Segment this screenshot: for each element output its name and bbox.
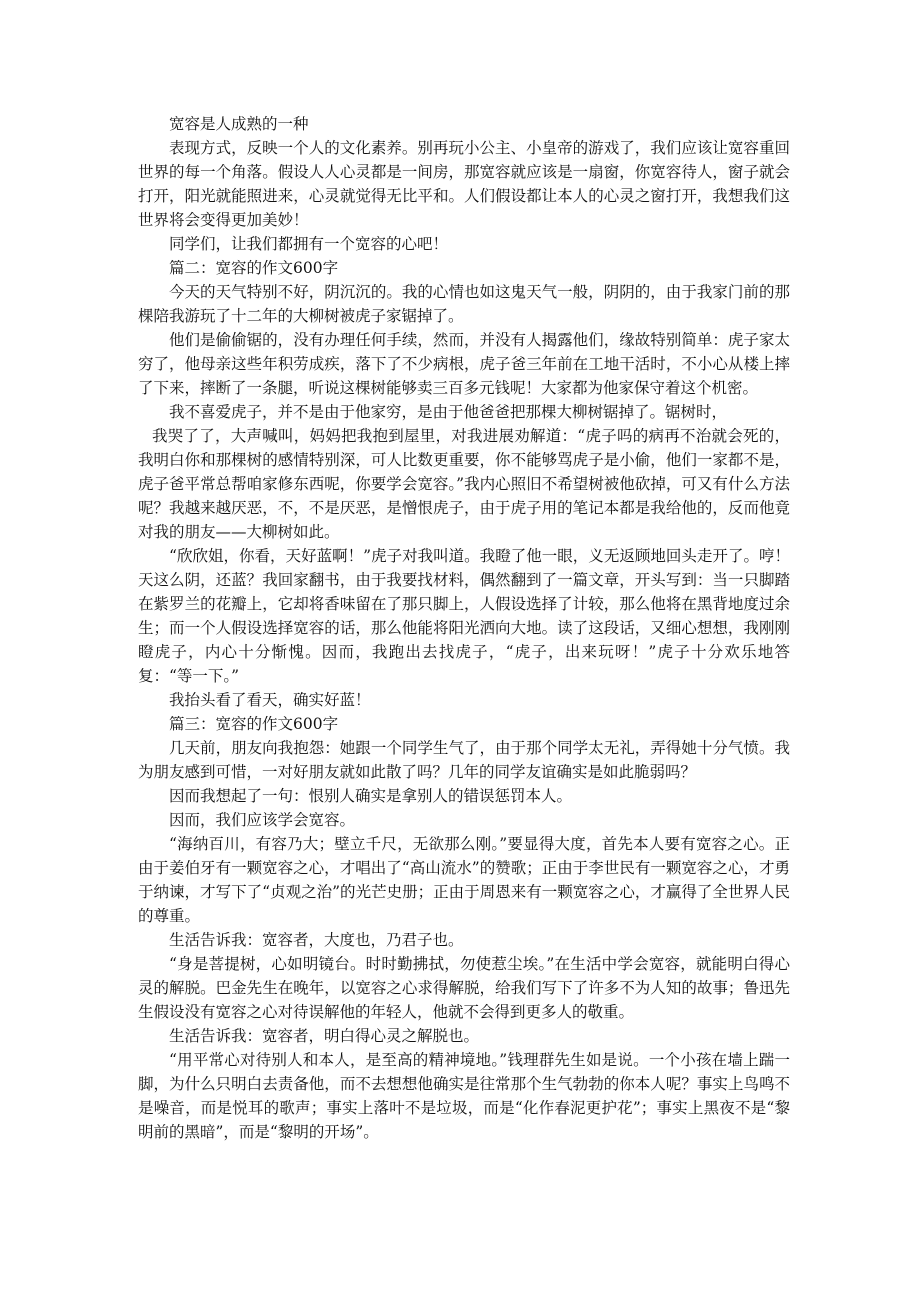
paragraph-text: 他们是偷偷锯的，没有办理任何手续，然而，并没有人揭露他们，缘故特别简单：虎子家太穷了，他母亲这些年积劳成疾，落下了不少病根，虎子爸三年前在工地干活时，不小心从楼上摔了下来，摔断了一条腿，听说这棵树能够卖三百多元钱呢！大家都为他家保守着这个机密。: [138, 331, 790, 397]
paragraph-text: “身是菩提树，心如明镜台。时时勤拂拭，勿使惹尘埃。”在生活中学会宽容，就能明白得心灵的解脱。巴金先生在晚年，以宽容之心求得解脱，给我们写下了许多不为人知的故事；鲁迅先生假设没有宽容之心对待误解他的年轻人，他就不会得到更多人的敬重。: [138, 955, 790, 1021]
paragraph-text: 生活告诉我：宽容者，明白得心灵之解脱也。: [169, 1027, 480, 1045]
section-heading-3: 篇三：宽容的作文600字: [169, 715, 339, 733]
paragraph-text: 表现方式，反映一个人的文化素养。别再玩小公主、小皇帝的游戏了，我们应该让宽容重回世界的每一个角落。假设人人心灵都是一间房，那宽容就应该是一扇窗，你宽容待人，窗子就会打开，阳光就能照进来，心灵就觉得无比平和。人们假设都让本人的心灵之窗打开，我想我们这世界将会变得更加美妙！: [138, 139, 790, 229]
paragraph-text: 同学们，让我们都拥有一个宽容的心吧！: [169, 235, 449, 253]
paragraph-text: “欣欣姐，你看，天好蓝啊！”虎子对我叫道。我瞪了他一眼，义无返顾地回头走开了。哼！天这么阴，还蓝？我回家翻书，由于我要找材料，偶然翻到了一篇文章，开头写到：当一只脚踏在紫罗兰的花瓣上，它却将香味留在了那只脚上，人假设选择了计较，那么他将在黑背地度过余生；而一个人假设选择宽容的话，那么他能将阳光洒向大地。读了这段话，又细心想想，我刚刚瞪虎子，内心十分惭愧。因而，我跑出去找虎子，“虎子，出来玩呀！”虎子十分欢乐地答复：“等一下。”: [138, 547, 790, 685]
paragraph-text: 我不喜爱虎子，并不是由于他家穷，是由于他爸爸把那棵大柳树锯掉了。锯树时，: [169, 403, 728, 421]
paragraph-text: 今天的天气特别不好，阴沉沉的。我的心情也如这鬼天气一般，阴阴的，由于我家门前的那棵陪我游玩了十二年的大柳树被虎子家锯掉了。: [138, 283, 790, 325]
paragraph-text: “海纳百川，有容乃大；壁立千尺，无欲那么刚。”要显得大度，首先本人要有宽容之心。正由于姜伯牙有一颗宽容之心，才唱出了“高山流水”的赞歌；正由于李世民有一颗宽容之心，才勇于纳谏，才写下了“贞观之治”的光芒史册；正由于周恩来有一颗宽容之心，才赢得了全世界人民的尊重。: [138, 835, 790, 925]
paragraph-text: “用平常心对待别人和本人，是至高的精神境地。”钱理群先生如是说。一个小孩在墙上踹一脚，为什么只明白去责备他，而不去想想他确实是往常那个生气勃勃的你本人呢？事实上鸟鸣不是噪音，而是悦耳的歌声；事实上落叶不是垃圾，而是“化作春泥更护花”；事实上黑夜不是“黎明前的黑暗”，而是“黎明的开场”。: [138, 1051, 790, 1141]
section-heading-2: 篇二：宽容的作文600字: [169, 259, 339, 277]
paragraph-title-fragment: 宽容是人成熟的一种: [169, 115, 309, 133]
paragraph-text: 因而我想起了一句：恨别人确实是拿别人的错误惩罚本人。: [169, 787, 573, 805]
document-page: [138, 112, 790, 1144]
paragraph-text: 我抬头看了看天，确实好蓝！: [169, 691, 371, 709]
paragraph-text: 我哭了了，大声喊叫，妈妈把我抱到屋里，对我进展劝解道：“虎子吗的病再不治就会死的，我明白你和那棵树的感情特别深，可人比数更重要，你不能够骂虎子是小偷，他们一家都不是，虎子爸平常总帮咱家修东西呢，你要学会宽容。”我内心照旧不希望树被他砍掉，可又有什么方法呢？我越来越厌恶，不，不是厌恶，是憎恨虎子，由于虎子用的笔记本都是我给他的，反而他竟对我的朋友——大柳树如此。: [138, 427, 790, 541]
paragraph-text: 因而，我们应该学会宽容。: [169, 811, 356, 829]
paragraph-text: 几天前，朋友向我抱怨：她跟一个同学生气了，由于那个同学太无礼，弄得她十分气愤。我为朋友感到可惜，一对好朋友就如此散了吗？几年的同学友谊确实是如此脆弱吗？: [138, 739, 790, 781]
paragraph-text: 生活告诉我：宽容者，大度也，乃君子也。: [169, 931, 464, 949]
